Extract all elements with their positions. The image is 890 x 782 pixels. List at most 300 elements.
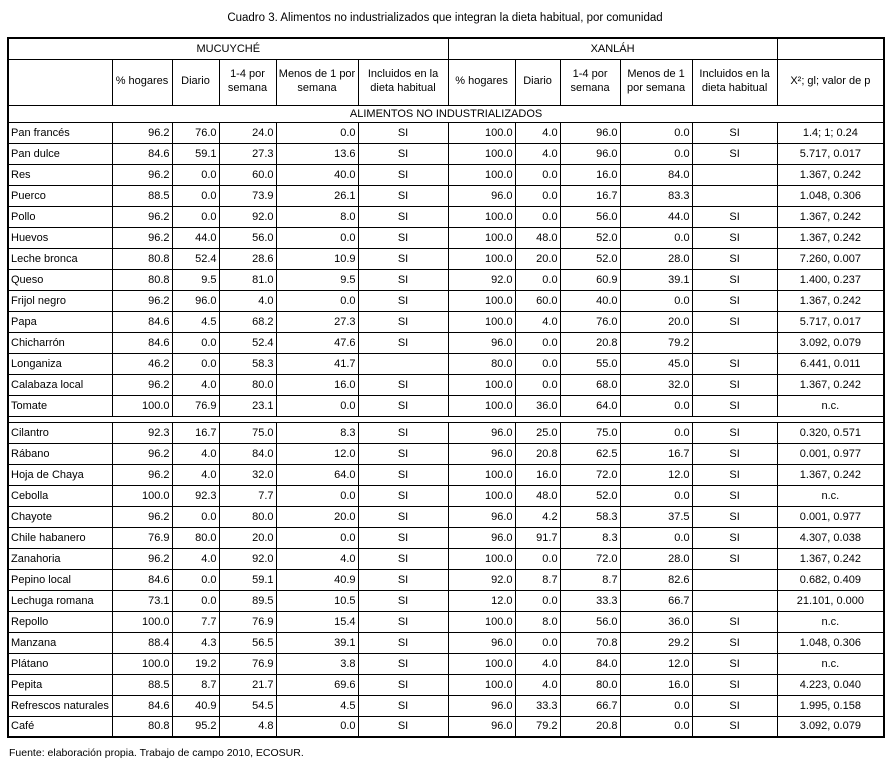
- percentage-value-cell: 100.0: [448, 464, 515, 485]
- percentage-value-cell: 4.2: [515, 506, 560, 527]
- percentage-value-cell: 20.0: [515, 248, 560, 269]
- food-name-cell: Queso: [8, 269, 112, 290]
- percentage-value-cell: 52.0: [560, 485, 620, 506]
- table-row: [8, 143, 884, 164]
- table-row: [8, 527, 884, 548]
- percentage-value-cell: 21.7: [219, 674, 276, 695]
- food-name-cell: Manzana: [8, 632, 112, 653]
- percentage-value-cell: 4.0: [276, 548, 358, 569]
- percentage-value-cell: 28.6: [219, 248, 276, 269]
- col-header-diario-m: Diario: [172, 59, 219, 105]
- percentage-value-cell: 84.0: [219, 443, 276, 464]
- included-in-diet-cell: SI: [692, 443, 777, 464]
- percentage-value-cell: 96.0: [560, 143, 620, 164]
- included-in-diet-cell: SI: [358, 164, 448, 185]
- percentage-value-cell: 58.3: [219, 353, 276, 374]
- percentage-value-cell: 0.0: [620, 716, 692, 737]
- included-in-diet-cell: SI: [358, 611, 448, 632]
- percentage-value-cell: 0.0: [515, 374, 560, 395]
- included-in-diet-cell: SI: [692, 227, 777, 248]
- percentage-value-cell: 27.3: [219, 143, 276, 164]
- percentage-value-cell: 80.0: [172, 527, 219, 548]
- included-in-diet-cell: SI: [358, 332, 448, 353]
- food-name-cell: Papa: [8, 311, 112, 332]
- percentage-value-cell: 4.0: [515, 653, 560, 674]
- food-name-cell: Pan francés: [8, 122, 112, 143]
- percentage-value-cell: 52.4: [172, 248, 219, 269]
- included-in-diet-cell: SI: [692, 674, 777, 695]
- chi-square-value-cell: n.c.: [777, 485, 884, 506]
- percentage-value-cell: 100.0: [112, 485, 172, 506]
- included-in-diet-cell: SI: [692, 695, 777, 716]
- percentage-value-cell: 0.0: [276, 527, 358, 548]
- included-in-diet-cell: SI: [692, 122, 777, 143]
- percentage-value-cell: 0.0: [172, 206, 219, 227]
- table-body: [8, 105, 884, 737]
- food-name-cell: Zanahoria: [8, 548, 112, 569]
- percentage-value-cell: 96.0: [448, 527, 515, 548]
- percentage-value-cell: 40.9: [276, 569, 358, 590]
- included-in-diet-cell: SI: [358, 590, 448, 611]
- chi-square-value-cell: 1.367, 0.242: [777, 464, 884, 485]
- percentage-value-cell: 16.0: [515, 464, 560, 485]
- chi-square-value-cell: 1.367, 0.242: [777, 164, 884, 185]
- percentage-value-cell: 0.0: [276, 485, 358, 506]
- percentage-value-cell: 16.0: [620, 674, 692, 695]
- percentage-value-cell: 62.5: [560, 443, 620, 464]
- percentage-value-cell: 88.5: [112, 674, 172, 695]
- table-row: [8, 695, 884, 716]
- percentage-value-cell: 4.0: [515, 122, 560, 143]
- percentage-value-cell: 36.0: [620, 611, 692, 632]
- percentage-value-cell: 100.0: [448, 290, 515, 311]
- percentage-value-cell: 64.0: [560, 395, 620, 416]
- percentage-value-cell: 100.0: [448, 485, 515, 506]
- col-header-incluidos-m: Incluidos en la dieta habitual: [358, 59, 448, 105]
- percentage-value-cell: 0.0: [620, 695, 692, 716]
- percentage-value-cell: 24.0: [219, 122, 276, 143]
- included-in-diet-cell: SI: [358, 143, 448, 164]
- table-row: [8, 269, 884, 290]
- percentage-value-cell: 100.0: [448, 164, 515, 185]
- food-name-cell: Café: [8, 716, 112, 737]
- percentage-value-cell: 0.0: [276, 122, 358, 143]
- percentage-value-cell: 37.5: [620, 506, 692, 527]
- percentage-value-cell: 8.3: [276, 422, 358, 443]
- percentage-value-cell: 80.0: [219, 506, 276, 527]
- percentage-value-cell: 96.2: [112, 227, 172, 248]
- col-header-menos-1-x: Menos de 1 por semana: [620, 59, 692, 105]
- percentage-value-cell: 68.0: [560, 374, 620, 395]
- percentage-value-cell: 16.7: [620, 443, 692, 464]
- percentage-value-cell: 0.0: [620, 122, 692, 143]
- percentage-value-cell: 8.3: [560, 527, 620, 548]
- percentage-value-cell: 96.2: [112, 548, 172, 569]
- percentage-value-cell: 0.0: [276, 290, 358, 311]
- col-header-incluidos-x: Incluidos en la dieta habitual: [692, 59, 777, 105]
- percentage-value-cell: 96.0: [448, 695, 515, 716]
- col-header-1-4-semana-x: 1-4 por semana: [560, 59, 620, 105]
- percentage-value-cell: 84.6: [112, 569, 172, 590]
- percentage-value-cell: 4.3: [172, 632, 219, 653]
- food-name-cell: Cebolla: [8, 485, 112, 506]
- percentage-value-cell: 0.0: [620, 422, 692, 443]
- table-row: [8, 227, 884, 248]
- food-name-cell: Lechuga romana: [8, 590, 112, 611]
- percentage-value-cell: 0.0: [515, 185, 560, 206]
- included-in-diet-cell: [692, 332, 777, 353]
- percentage-value-cell: 13.6: [276, 143, 358, 164]
- chi-square-value-cell: 6.441, 0.011: [777, 353, 884, 374]
- table-row: [8, 716, 884, 737]
- table-row: [8, 185, 884, 206]
- percentage-value-cell: 56.0: [560, 611, 620, 632]
- percentage-value-cell: 75.0: [219, 422, 276, 443]
- percentage-value-cell: 0.0: [172, 353, 219, 374]
- percentage-value-cell: 0.0: [620, 143, 692, 164]
- included-in-diet-cell: SI: [692, 653, 777, 674]
- included-in-diet-cell: SI: [358, 269, 448, 290]
- percentage-value-cell: 92.3: [112, 422, 172, 443]
- included-in-diet-cell: [692, 164, 777, 185]
- community-header-xanlah: XANLÁH: [448, 38, 777, 59]
- included-in-diet-cell: SI: [692, 464, 777, 485]
- table-row: [8, 422, 884, 443]
- included-in-diet-cell: SI: [358, 422, 448, 443]
- percentage-value-cell: 100.0: [448, 548, 515, 569]
- percentage-value-cell: 44.0: [172, 227, 219, 248]
- included-in-diet-cell: SI: [692, 611, 777, 632]
- chi-square-value-cell: 1.4; 1; 0.24: [777, 122, 884, 143]
- percentage-value-cell: 76.0: [172, 122, 219, 143]
- percentage-value-cell: 0.0: [276, 227, 358, 248]
- percentage-value-cell: 92.0: [219, 548, 276, 569]
- percentage-value-cell: 48.0: [515, 485, 560, 506]
- percentage-value-cell: 20.8: [560, 716, 620, 737]
- included-in-diet-cell: SI: [692, 353, 777, 374]
- chi-square-value-cell: 1.367, 0.242: [777, 374, 884, 395]
- included-in-diet-cell: SI: [358, 464, 448, 485]
- chi-square-value-cell: 1.995, 0.158: [777, 695, 884, 716]
- included-in-diet-cell: [692, 569, 777, 590]
- food-name-cell: Puerco: [8, 185, 112, 206]
- percentage-value-cell: 4.0: [172, 374, 219, 395]
- food-name-cell: Plátano: [8, 653, 112, 674]
- percentage-value-cell: 10.5: [276, 590, 358, 611]
- chi-square-value-cell: 5.717, 0.017: [777, 311, 884, 332]
- percentage-value-cell: 20.8: [515, 443, 560, 464]
- included-in-diet-cell: SI: [358, 527, 448, 548]
- percentage-value-cell: 96.0: [172, 290, 219, 311]
- food-name-cell: Frijol negro: [8, 290, 112, 311]
- percentage-value-cell: 0.0: [172, 332, 219, 353]
- percentage-value-cell: 12.0: [620, 653, 692, 674]
- food-name-cell: Pepino local: [8, 569, 112, 590]
- percentage-value-cell: 0.0: [515, 269, 560, 290]
- percentage-value-cell: 96.0: [448, 185, 515, 206]
- col-header-1-4-semana-m: 1-4 por semana: [219, 59, 276, 105]
- percentage-value-cell: 20.0: [620, 311, 692, 332]
- percentage-value-cell: 100.0: [448, 674, 515, 695]
- percentage-value-cell: 46.2: [112, 353, 172, 374]
- percentage-value-cell: 0.0: [620, 227, 692, 248]
- percentage-value-cell: 0.0: [620, 485, 692, 506]
- percentage-value-cell: 100.0: [448, 374, 515, 395]
- chi-square-value-cell: 5.717, 0.017: [777, 143, 884, 164]
- percentage-value-cell: 100.0: [448, 395, 515, 416]
- table-row: [8, 632, 884, 653]
- percentage-value-cell: 66.7: [560, 695, 620, 716]
- food-name-cell: Tomate: [8, 395, 112, 416]
- table-row: [8, 590, 884, 611]
- percentage-value-cell: 8.7: [172, 674, 219, 695]
- food-name-cell: Hoja de Chaya: [8, 464, 112, 485]
- percentage-value-cell: 84.0: [620, 164, 692, 185]
- percentage-value-cell: 68.2: [219, 311, 276, 332]
- percentage-value-cell: 4.0: [515, 143, 560, 164]
- chi-square-value-cell: 1.367, 0.242: [777, 548, 884, 569]
- percentage-value-cell: 40.0: [560, 290, 620, 311]
- percentage-value-cell: 16.0: [276, 374, 358, 395]
- percentage-value-cell: 26.1: [276, 185, 358, 206]
- included-in-diet-cell: SI: [692, 422, 777, 443]
- percentage-value-cell: 92.0: [448, 569, 515, 590]
- percentage-value-cell: 54.5: [219, 695, 276, 716]
- percentage-value-cell: 20.0: [219, 527, 276, 548]
- included-in-diet-cell: SI: [358, 443, 448, 464]
- food-name-cell: Chile habanero: [8, 527, 112, 548]
- percentage-value-cell: 91.7: [515, 527, 560, 548]
- percentage-value-cell: 100.0: [112, 611, 172, 632]
- percentage-value-cell: 8.7: [560, 569, 620, 590]
- percentage-value-cell: 95.2: [172, 716, 219, 737]
- percentage-value-cell: 27.3: [276, 311, 358, 332]
- food-frequency-table: [7, 37, 885, 738]
- percentage-value-cell: 4.0: [172, 464, 219, 485]
- percentage-value-cell: 96.0: [448, 332, 515, 353]
- chi-square-value-cell: 1.367, 0.242: [777, 290, 884, 311]
- percentage-value-cell: 76.9: [112, 527, 172, 548]
- included-in-diet-cell: SI: [692, 395, 777, 416]
- percentage-value-cell: 72.0: [560, 464, 620, 485]
- percentage-value-cell: 10.9: [276, 248, 358, 269]
- percentage-value-cell: 4.0: [172, 443, 219, 464]
- percentage-value-cell: 60.0: [219, 164, 276, 185]
- included-in-diet-cell: SI: [358, 374, 448, 395]
- percentage-value-cell: 16.7: [560, 185, 620, 206]
- included-in-diet-cell: SI: [358, 122, 448, 143]
- table-row: [8, 248, 884, 269]
- table-title: Cuadro 3. Alimentos no industrializados que integran la dieta habitual, por comunidad: [227, 12, 663, 24]
- percentage-value-cell: 84.6: [112, 311, 172, 332]
- percentage-value-cell: 96.2: [112, 164, 172, 185]
- table-row: [8, 506, 884, 527]
- percentage-value-cell: 45.0: [620, 353, 692, 374]
- percentage-value-cell: 76.9: [219, 653, 276, 674]
- percentage-value-cell: 4.0: [515, 674, 560, 695]
- table-row: [8, 164, 884, 185]
- food-name-cell: Repollo: [8, 611, 112, 632]
- percentage-value-cell: 88.4: [112, 632, 172, 653]
- food-name-cell: Leche bronca: [8, 248, 112, 269]
- percentage-value-cell: 96.2: [112, 206, 172, 227]
- percentage-value-cell: 92.3: [172, 485, 219, 506]
- percentage-value-cell: 16.0: [560, 164, 620, 185]
- chi-square-value-cell: 1.367, 0.242: [777, 206, 884, 227]
- included-in-diet-cell: SI: [692, 311, 777, 332]
- percentage-value-cell: 32.0: [219, 464, 276, 485]
- chi-square-value-cell: 0.001, 0.977: [777, 443, 884, 464]
- percentage-value-cell: 96.0: [448, 422, 515, 443]
- percentage-value-cell: 73.1: [112, 590, 172, 611]
- percentage-value-cell: 84.0: [560, 653, 620, 674]
- table-row: [8, 332, 884, 353]
- percentage-value-cell: 96.2: [112, 122, 172, 143]
- percentage-value-cell: 0.0: [515, 332, 560, 353]
- percentage-value-cell: 70.8: [560, 632, 620, 653]
- percentage-value-cell: 96.0: [448, 716, 515, 737]
- included-in-diet-cell: SI: [358, 674, 448, 695]
- percentage-value-cell: 80.0: [560, 674, 620, 695]
- percentage-value-cell: 44.0: [620, 206, 692, 227]
- percentage-value-cell: 80.8: [112, 248, 172, 269]
- percentage-value-cell: 76.9: [219, 611, 276, 632]
- percentage-value-cell: 0.0: [172, 185, 219, 206]
- percentage-value-cell: 79.2: [515, 716, 560, 737]
- percentage-value-cell: 9.5: [172, 269, 219, 290]
- table-row: [8, 548, 884, 569]
- percentage-value-cell: 25.0: [515, 422, 560, 443]
- percentage-value-cell: 33.3: [515, 695, 560, 716]
- table-row: [8, 653, 884, 674]
- percentage-value-cell: 8.7: [515, 569, 560, 590]
- table-row: [8, 311, 884, 332]
- food-name-cell: Huevos: [8, 227, 112, 248]
- food-name-cell: Pan dulce: [8, 143, 112, 164]
- included-in-diet-cell: SI: [692, 269, 777, 290]
- table-row: [8, 290, 884, 311]
- percentage-value-cell: 84.6: [112, 695, 172, 716]
- percentage-value-cell: 100.0: [448, 611, 515, 632]
- percentage-value-cell: 12.0: [276, 443, 358, 464]
- percentage-value-cell: 0.0: [515, 632, 560, 653]
- included-in-diet-cell: [692, 590, 777, 611]
- percentage-value-cell: 80.8: [112, 269, 172, 290]
- chi-square-value-cell: 0.320, 0.571: [777, 422, 884, 443]
- food-name-cell: Chicharrón: [8, 332, 112, 353]
- table-row: [8, 374, 884, 395]
- percentage-value-cell: 4.5: [276, 695, 358, 716]
- section-header: ALIMENTOS NO INDUSTRIALIZADOS: [8, 105, 884, 122]
- percentage-value-cell: 28.0: [620, 248, 692, 269]
- table-row: [8, 122, 884, 143]
- percentage-value-cell: 32.0: [620, 374, 692, 395]
- percentage-value-cell: 8.0: [515, 611, 560, 632]
- percentage-value-cell: 39.1: [276, 632, 358, 653]
- percentage-value-cell: 92.0: [448, 269, 515, 290]
- percentage-value-cell: 100.0: [448, 206, 515, 227]
- chi-square-value-cell: n.c.: [777, 611, 884, 632]
- percentage-value-cell: 96.2: [112, 506, 172, 527]
- percentage-value-cell: 4.0: [219, 290, 276, 311]
- percentage-value-cell: 92.0: [219, 206, 276, 227]
- percentage-value-cell: 60.9: [560, 269, 620, 290]
- included-in-diet-cell: SI: [358, 485, 448, 506]
- percentage-value-cell: 64.0: [276, 464, 358, 485]
- included-in-diet-cell: SI: [692, 716, 777, 737]
- percentage-value-cell: 56.5: [219, 632, 276, 653]
- column-header-row: [8, 59, 884, 105]
- included-in-diet-cell: SI: [358, 695, 448, 716]
- chi-square-value-cell: 21.101, 0.000: [777, 590, 884, 611]
- percentage-value-cell: 96.2: [112, 290, 172, 311]
- col-header-chi-square: X²; gl; valor de p: [777, 59, 884, 105]
- percentage-value-cell: 4.0: [172, 548, 219, 569]
- percentage-value-cell: 7.7: [219, 485, 276, 506]
- percentage-value-cell: 100.0: [448, 248, 515, 269]
- percentage-value-cell: 59.1: [219, 569, 276, 590]
- percentage-value-cell: 8.0: [276, 206, 358, 227]
- table-row: [8, 569, 884, 590]
- percentage-value-cell: 29.2: [620, 632, 692, 653]
- percentage-value-cell: 89.5: [219, 590, 276, 611]
- percentage-value-cell: 15.4: [276, 611, 358, 632]
- percentage-value-cell: 59.1: [172, 143, 219, 164]
- percentage-value-cell: 41.7: [276, 353, 358, 374]
- chi-square-value-cell: 0.682, 0.409: [777, 569, 884, 590]
- percentage-value-cell: 55.0: [560, 353, 620, 374]
- chi-square-value-cell: 1.367, 0.242: [777, 227, 884, 248]
- percentage-value-cell: 96.0: [448, 443, 515, 464]
- table-row: [8, 485, 884, 506]
- included-in-diet-cell: SI: [358, 311, 448, 332]
- percentage-value-cell: 96.2: [112, 443, 172, 464]
- table-row: [8, 395, 884, 416]
- included-in-diet-cell: SI: [692, 632, 777, 653]
- percentage-value-cell: 0.0: [515, 548, 560, 569]
- percentage-value-cell: 81.0: [219, 269, 276, 290]
- percentage-value-cell: 80.0: [219, 374, 276, 395]
- included-in-diet-cell: SI: [358, 206, 448, 227]
- percentage-value-cell: 48.0: [515, 227, 560, 248]
- included-in-diet-cell: SI: [692, 290, 777, 311]
- percentage-value-cell: 73.9: [219, 185, 276, 206]
- chi-square-value-cell: 1.048, 0.306: [777, 185, 884, 206]
- percentage-value-cell: 0.0: [515, 206, 560, 227]
- chi-header-top-cell: [777, 38, 884, 59]
- percentage-value-cell: 69.6: [276, 674, 358, 695]
- percentage-value-cell: 9.5: [276, 269, 358, 290]
- food-name-cell: Res: [8, 164, 112, 185]
- included-in-diet-cell: SI: [358, 395, 448, 416]
- percentage-value-cell: 0.0: [276, 395, 358, 416]
- percentage-value-cell: 4.0: [515, 311, 560, 332]
- percentage-value-cell: 96.2: [112, 464, 172, 485]
- included-in-diet-cell: SI: [358, 716, 448, 737]
- percentage-value-cell: 100.0: [448, 227, 515, 248]
- percentage-value-cell: 7.7: [172, 611, 219, 632]
- percentage-value-cell: 60.0: [515, 290, 560, 311]
- percentage-value-cell: 79.2: [620, 332, 692, 353]
- included-in-diet-cell: SI: [692, 374, 777, 395]
- food-name-cell: Pepita: [8, 674, 112, 695]
- included-in-diet-cell: SI: [692, 485, 777, 506]
- section-header-row: [8, 105, 884, 122]
- food-name-cell: Refrescos naturales: [8, 695, 112, 716]
- percentage-value-cell: 83.3: [620, 185, 692, 206]
- food-name-cell: Calabaza local: [8, 374, 112, 395]
- percentage-value-cell: 39.1: [620, 269, 692, 290]
